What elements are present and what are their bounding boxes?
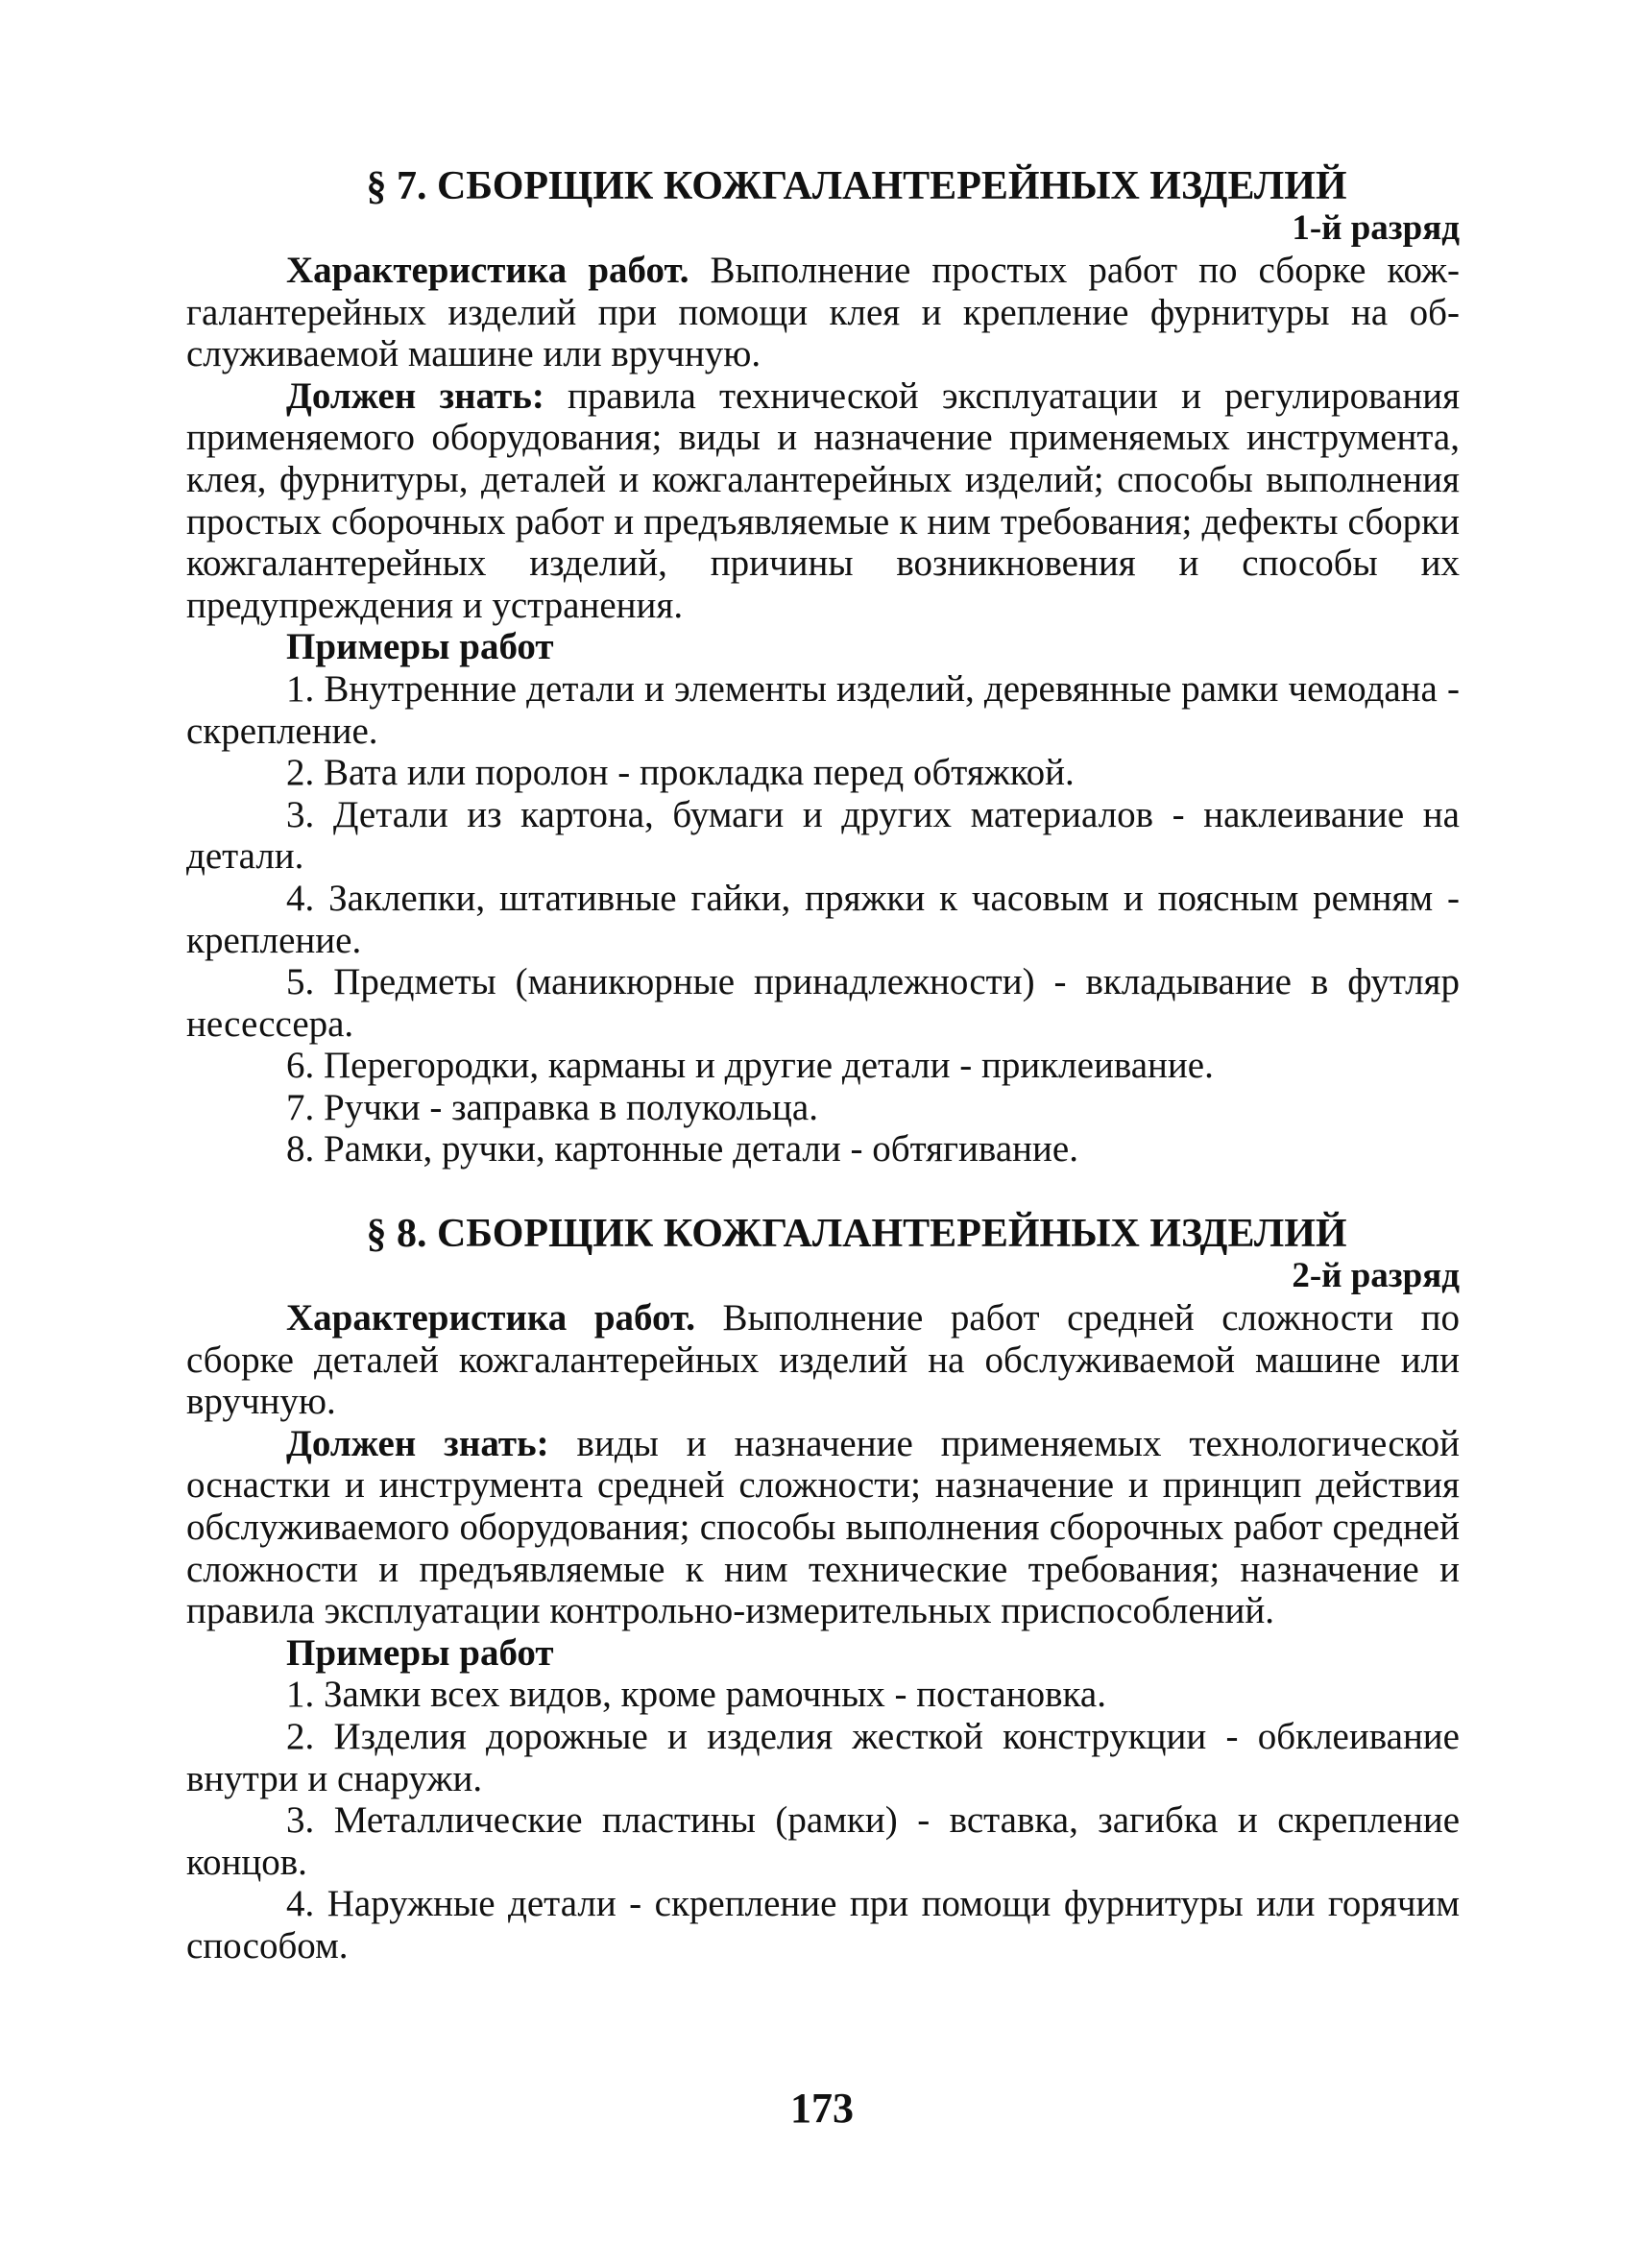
characteristic-paragraph — [186, 250, 1460, 375]
grade-label: 1-й разряд — [1292, 208, 1460, 248]
example-item: 7. Ручки - заправка в полукольца. — [286, 1086, 818, 1128]
document-page — [186, 163, 1460, 1967]
knowledge-text: виды и назначение применяемых технологической оснастки и инструмента средней сложности; назначение и принцип действия обслуживаемого оборудования; способы выполнения сборочных работ средней сложности и предъявляемые к ним технические требования; назначение и правила эксплуатации контрольно-измерительных приспособлений. — [186, 1422, 1460, 1632]
example-item: 3. Металлические пластины (рамки) - вставка, загибка и скрепление концов. — [186, 1799, 1460, 1883]
example-item: 2. Вата или поролон - прокладка перед обтяжкой. — [286, 752, 1075, 794]
example-item: 1. Замки всех видов, кроме рамочных - постановка. — [286, 1674, 1106, 1716]
characteristic-label: Характеристика работ. — [286, 250, 689, 291]
characteristic-text: Выполнение простых работ по сборке кожгалантерейных изделий при помощи клея и крепление фурнитуры на обслуживаемой машине или вручную. — [186, 250, 1460, 375]
section-title: § 7. СБОРЩИК КОЖГАЛАНТЕРЕЙНЫХ ИЗДЕЛИЙ — [366, 164, 1347, 208]
knowledge-paragraph — [186, 1423, 1460, 1632]
example-item: 2. Изделия дорожные и изделия жесткой конструкции - обклеивание внутри и снаружи. — [186, 1716, 1460, 1799]
example-item: 5. Предметы (маникюрные принадлежности) - вкладывание в футляр несессера. — [186, 961, 1460, 1045]
example-item: 4. Заклепки, штативные гайки, пряжки к часовым и поясным ремням - крепление. — [186, 877, 1460, 961]
page-number: 173 — [790, 2085, 854, 2132]
examples-title: Примеры работ — [286, 1631, 554, 1674]
example-item: 6. Перегородки, карманы и другие детали - приклеивание. — [286, 1045, 1214, 1087]
knowledge-label: Должен знать: — [286, 374, 544, 417]
grade-label: 2-й разряд — [1292, 1256, 1460, 1296]
characteristic-label: Характеристика работ. — [286, 1297, 695, 1339]
knowledge-text: правила технической эксплуатации и регулирования применяемого оборудования; виды и назначение применяемых инструмента, клея, фурнитуры, деталей и кожгалантерейных изделий; способы выполнения простых сборочных работ и предъявляемые к ним требования; дефекты сборки кожгалантерейных изделий, причины возникновения и способы их предупреждения и устранения. — [186, 374, 1461, 626]
section-gap — [186, 1170, 1460, 1211]
section-8 — [186, 1211, 1460, 1967]
example-item: 4. Наружные детали - скрепление при помощи фурнитуры или горячим способом. — [186, 1883, 1460, 1966]
characteristic-paragraph — [186, 1297, 1460, 1423]
knowledge-paragraph — [186, 375, 1460, 627]
knowledge-label: Должен знать: — [286, 1422, 549, 1464]
section-7 — [186, 163, 1460, 1170]
example-item: 8. Рамки, ручки, картонные детали - обтягивание. — [286, 1128, 1078, 1170]
examples-title: Примеры работ — [286, 626, 554, 668]
example-item: 1. Внутренние детали и элементы изделий, деревянные рамки чемодана - скрепление. — [186, 667, 1460, 752]
section-title: § 8. СБОРЩИК КОЖГАЛАНТЕРЕЙНЫХ ИЗДЕЛИЙ — [366, 1212, 1347, 1257]
example-item: 3. Детали из картона, бумаги и других материалов - наклеивание на детали. — [186, 793, 1460, 878]
characteristic-text: Выполнение работ средней сложности по сборке деталей кожгалантерейных изделий на обслуживаемой машине или вручную. — [186, 1297, 1460, 1423]
